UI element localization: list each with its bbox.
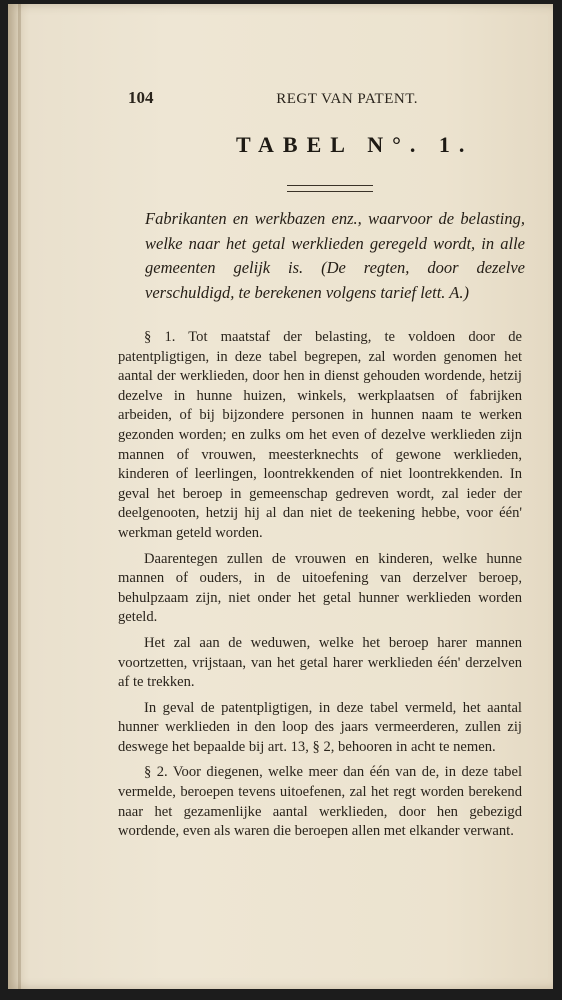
page-header xyxy=(128,88,418,108)
title-rule xyxy=(287,185,373,192)
page-number: 104 xyxy=(128,88,154,107)
body-text xyxy=(118,328,522,848)
paragraph: Het zal aan de weduwen, welke het beroep harer mannen voortzetten, vrijstaan, van het getal harer werklieden één' derzelven af te trekken. xyxy=(118,634,522,691)
page-title: TABEL N°. 1. xyxy=(236,132,474,157)
page-gutter xyxy=(18,4,21,989)
table-subtitle: Fabrikanten en werkbazen enz., waarvoor de belasting, welke naar het getal werklieden geregeld wordt, in alle gemeenten gelijk is. (De regten, door dezelve verschuldigd, te berekenen volgens tarief lett. A.) xyxy=(145,209,525,302)
paragraph: Daarentegen zullen de vrouwen en kinderen, welke hunne mannen of ouders, in de uitoefening van derzelver beroep, behulpzaam zijn, niet onder het getal hunner werklieden worden geteld. xyxy=(118,550,522,626)
paragraph: § 1. Tot maatstaf der belasting, te voldoen door de patentpligtigen, in deze tabel begrepen, zal worden genomen het aantal der werklieden, door hen in dienst gehouden wordende, hetzij dezelve in hunne huizen, winkels, werkplaatsen of fabrijken arbeiden, of bij bijzondere personen in hunnen naam te werken gezonden worden; en zulks om het even of dezelve werklieden zijn mannen of vrouwen, meesterknechts of gewone werklieden, kinderen of leerlingen, loontrekkenden of niet loontrekkenden. In geval het beroep in gemeenschap gedreven wordt, zal ieder der deelgenooten, hetzij hij al dan niet de teekening hebbe, voor één' werkman geteld worden. xyxy=(118,329,522,541)
running-head: REGT VAN PATENT. xyxy=(276,91,418,107)
paragraph: § 2. Voor diegenen, welke meer dan één van de, in deze tabel vermelde, beroepen tevens uitoefenen, zal het regt worden berekend naar het gezamenlijke aantal werklieden, door hen gebezigd wordende, even als waren die beroepen allen met elkander verwant. xyxy=(118,764,522,840)
paragraph: In geval de patentpligtigen, in deze tabel vermeld, het aantal hunner werklieden in den loop des jaars vermeerderen, zullen zij deswege het bepaalde bij art. 13, § 2, behooren in acht te nemen. xyxy=(118,699,522,755)
